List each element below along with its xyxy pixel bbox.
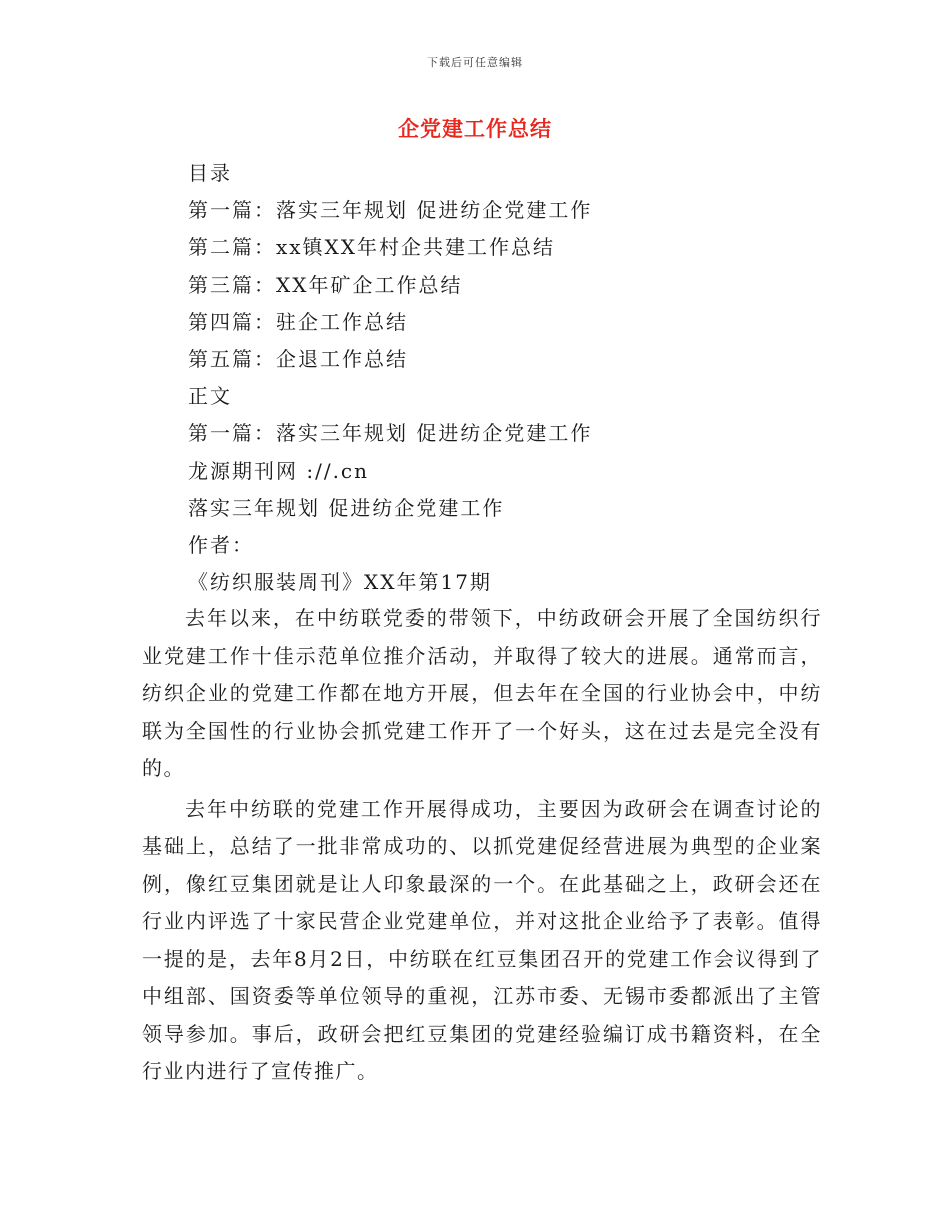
header-note: 下载后可任意编辑 — [427, 56, 523, 69]
toc-item: 第二篇：xx镇XX年村企共建工作总结 — [188, 235, 556, 260]
toc-block — [188, 155, 848, 601]
toc-item: 第四篇：驻企工作总结 — [188, 309, 408, 334]
body-paragraph: 去年以来，在中纺联党委的带领下，中纺政研会开展了全国纺织行业党建工作十佳示范单位推介活动，并取得了较大的进展。通常而言，纺织企业的党建工作都在地方开展，但去年在全国的行业协会中，中纺联为全国性的行业协会抓党建工作开了一个好头，这在过去是完全没有的。 — [142, 606, 822, 780]
source-line: 龙源期刊网 ://.cn — [188, 458, 370, 483]
toc-item: 第一篇：落实三年规划 促进纺企党建工作 — [188, 198, 593, 223]
document-title: 企党建工作总结 — [398, 117, 552, 141]
toc-item: 第三篇：XX年矿企工作总结 — [188, 272, 463, 297]
article-title: 落实三年规划 促进纺企党建工作 — [188, 495, 505, 520]
article-heading: 第一篇：落实三年规划 促进纺企党建工作 — [188, 421, 593, 446]
toc-heading: 目录 — [188, 161, 232, 185]
body-paragraph: 去年中纺联的党建工作开展得成功，主要因为政研会在调查讨论的基础上，总结了一批非常成功的、以抓党建促经营进展为典型的企业案例，像红豆集团就是让人印象最深的一个。在此基础之上，政研会还在行业内评选了十家民营企业党建单位，并对这批企业给予了表彰。值得一提的是，去年8月2日，中纺联在红豆集团召开的党建工作会议得到了中组部、国资委等单位领导的重视，江苏市委、无锡市委都派出了主管领导参加。事后，政研会把红豆集团的党建经验编订成书籍资料，在全行业内进行了宣传推广。 — [142, 796, 822, 1083]
article-body — [142, 600, 822, 1094]
author-line: 作者： — [188, 532, 254, 557]
publication-line: 《纺织服装周刊》XX年第17期 — [188, 570, 492, 595]
body-heading: 正文 — [188, 384, 232, 409]
toc-item: 第五篇：企退工作总结 — [188, 346, 408, 371]
